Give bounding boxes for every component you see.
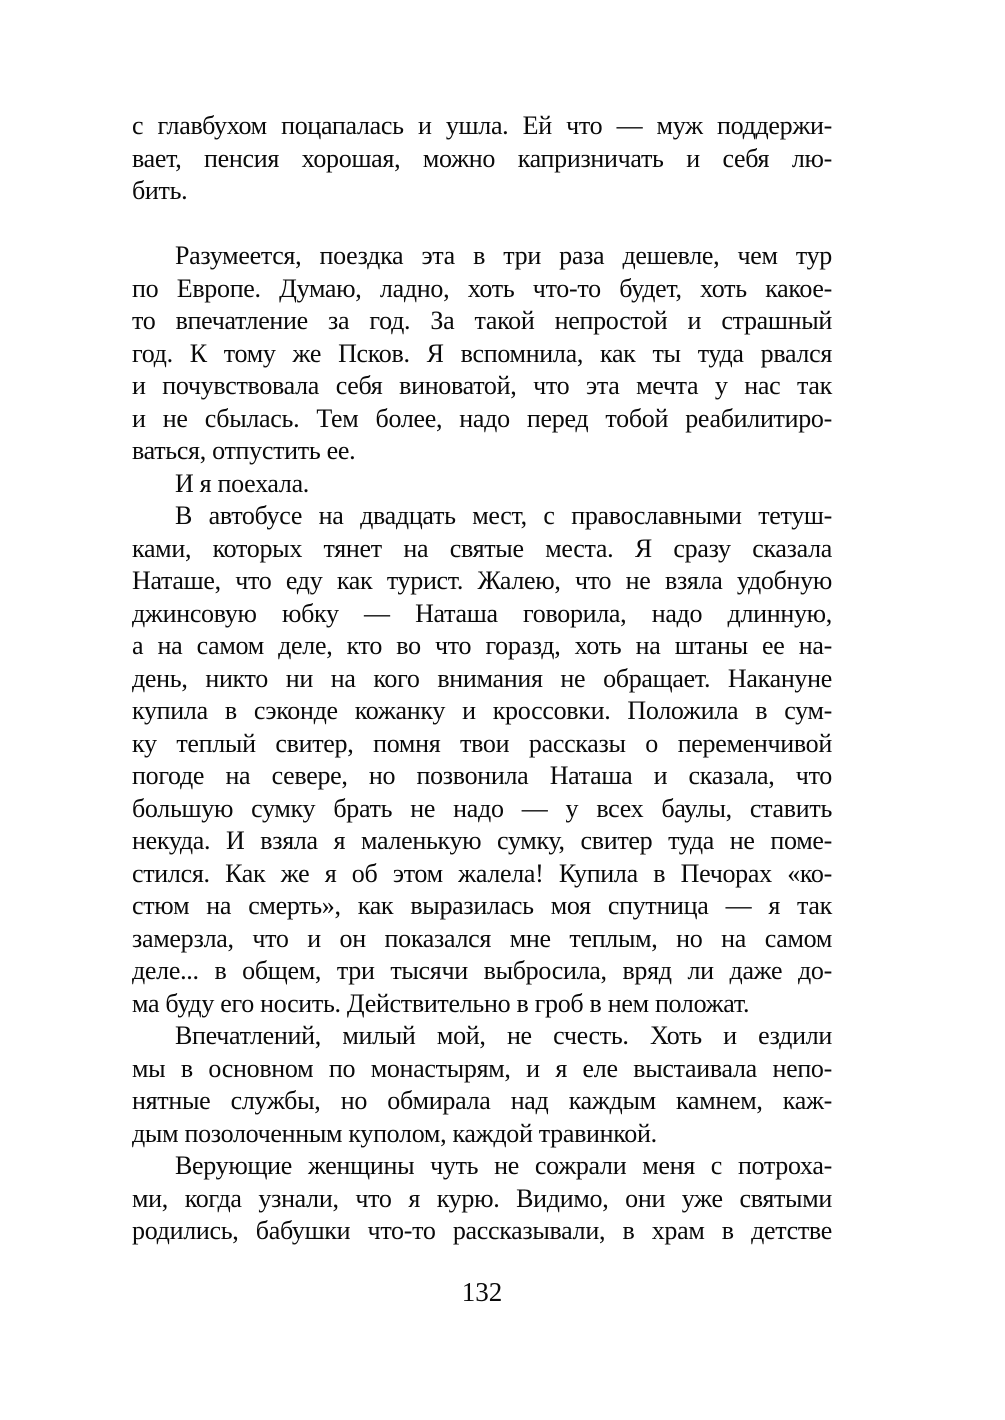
text-line: дым позолоченным куполом, каждой травинкой.: [132, 1118, 657, 1148]
text-line: бить.: [132, 176, 188, 205]
text-line: погоде на севере, но позвонила Наташа и сказала, что: [132, 761, 832, 790]
text-line: родились, бабушки что-то рассказывали, в храм в детстве: [132, 1216, 832, 1245]
text-line: вает, пенсия хорошая, можно капризничать и себя лю-: [132, 143, 832, 173]
text-line: Наташе, что еду как турист. Жалею, что не взяла удобную: [132, 566, 832, 595]
text-line: и почувствовала себя виноватой, что эта мечта у нас так: [132, 371, 832, 400]
text-line: Впечатлений, милый мой, не счесть. Хоть и ездили: [175, 1021, 832, 1050]
text-line: замерзла, что и он показался мне теплым, но на самом: [132, 923, 832, 953]
text-line: год. К тому же Псков. Я вспомнила, как ты туда рвался: [132, 338, 832, 368]
text-line: по Европе. Думаю, ладно, хоть что-то будет, хоть какое-: [132, 273, 832, 303]
text-line: стюм на смерть», как выразилась моя спутница — я так: [132, 891, 832, 920]
text-line: ма буду его носить. Действительно в гроб в нем положат.: [132, 988, 750, 1018]
text-line: стился. Как же я об этом жалела! Купила в Печорах «ко-: [132, 858, 832, 888]
text-line: с главбухом поцапалась и ушла. Ей что — муж поддержи-: [132, 111, 832, 140]
text-line: И я поехала.: [175, 468, 310, 498]
text-line: ми, когда узнали, что я курю. Видимо, они уже святыми: [132, 1183, 832, 1213]
text-line: некуда. И взяла я маленькую сумку, свитер туда не поме-: [132, 826, 832, 855]
text-line: то впечатление за год. За такой непростой и страшный: [132, 306, 832, 335]
blank-line: [132, 208, 832, 241]
text-line: нятные службы, но обмирала над каждым камнем, каж-: [132, 1086, 832, 1115]
text-line: ку теплый свитер, помня твои рассказы о переменчивой: [132, 728, 832, 758]
text-line: В автобусе на двадцать мест, с православными тетуш-: [175, 501, 832, 530]
page-number: 132: [461, 1277, 503, 1307]
text-line: ваться, отпустить ее.: [132, 436, 356, 465]
text-line: а на самом деле, кто во что горазд, хоть на штаны ее на-: [132, 631, 832, 660]
text-line: мы в основном по монастырям, и я еле выстаивала непо-: [132, 1053, 832, 1083]
text-line: купила в сэконде кожанку и кроссовки. Положила в сум-: [132, 696, 832, 725]
text-line: джинсовую юбку — Наташа говорила, надо длинную,: [132, 598, 832, 628]
text-line: Верующие женщины чуть не сожрали меня с потроха-: [175, 1151, 832, 1180]
text-line: и не сбылась. Тем более, надо перед тобой реабилитиро-: [132, 403, 832, 433]
page-text: [132, 110, 832, 1248]
text-line: Разумеется, поездка эта в три раза дешевле, чем тур: [175, 241, 832, 270]
text-line: ками, которых тянет на святые места. Я сразу сказала: [132, 533, 832, 563]
text-line: день, никто ни на кого внимания не обращает. Накануне: [132, 663, 832, 693]
text-line: большую сумку брать не надо — у всех баулы, ставить: [132, 793, 832, 823]
text-line: деле... в общем, три тысячи выбросила, вряд ли даже до-: [132, 956, 832, 985]
